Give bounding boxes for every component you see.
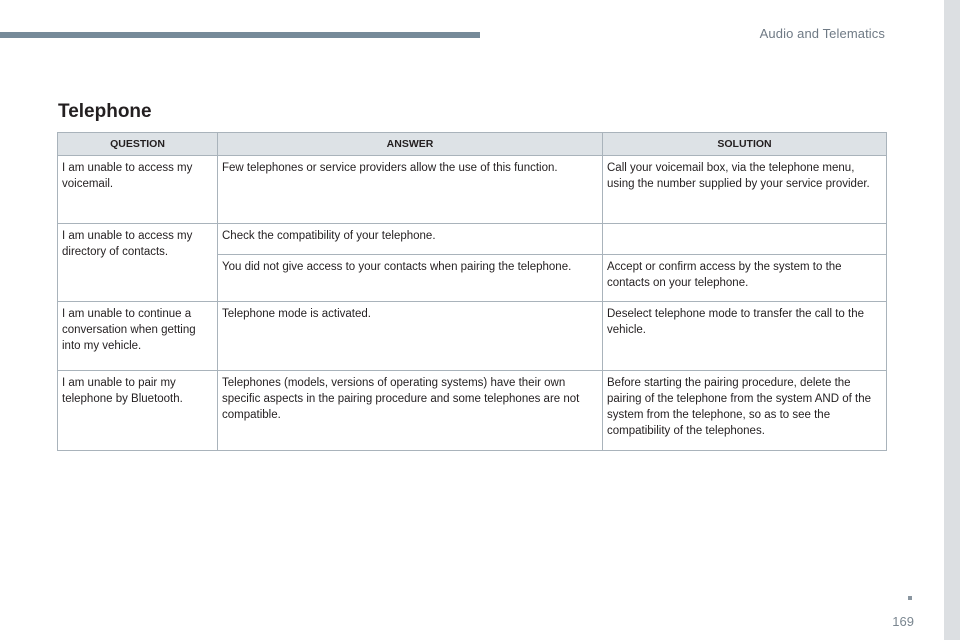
column-header-answer: ANSWER <box>218 133 603 156</box>
solution-cell: Call your voicemail box, via the telephone menu, using the number supplied by your service provider. <box>603 156 887 224</box>
answer-cell: You did not give access to your contacts when pairing the telephone. <box>218 255 603 302</box>
page-marker-icon <box>908 596 912 600</box>
answer-cell: Few telephones or service providers allow the use of this function. <box>218 156 603 224</box>
column-header-solution: SOLUTION <box>603 133 887 156</box>
solution-cell: Accept or confirm access by the system to the contacts on your telephone. <box>603 255 887 302</box>
answer-cell: Check the compatibility of your telephone. <box>218 224 603 255</box>
question-cell: I am unable to pair my telephone by Bluetooth. <box>58 371 218 451</box>
table-row <box>58 156 887 224</box>
solution-cell <box>603 224 887 255</box>
solution-cell: Before starting the pairing procedure, delete the pairing of the telephone from the system AND of the system from the telephone, so as to see the compatibility of the telephones. <box>603 371 887 451</box>
solution-cell: Deselect telephone mode to transfer the call to the vehicle. <box>603 302 887 371</box>
table-row <box>58 371 887 451</box>
table-row <box>58 224 887 255</box>
question-cell: I am unable to access my voicemail. <box>58 156 218 224</box>
page-edge-strip <box>944 0 960 640</box>
question-cell: I am unable to access my directory of contacts. <box>58 224 218 302</box>
page-heading: Telephone <box>58 101 152 122</box>
question-cell: I am unable to continue a conversation when getting into my vehicle. <box>58 302 218 371</box>
answer-cell: Telephone mode is activated. <box>218 302 603 371</box>
answer-cell: Telephones (models, versions of operating systems) have their own specific aspects in the pairing procedure and some telephones are not compatible. <box>218 371 603 451</box>
table-row <box>58 302 887 371</box>
faq-table <box>57 132 887 451</box>
section-title: Audio and Telematics <box>759 26 885 41</box>
table-header-row <box>58 133 887 156</box>
header-accent-bar <box>0 32 480 38</box>
column-header-question: QUESTION <box>58 133 218 156</box>
page-number: 169 <box>892 614 914 629</box>
